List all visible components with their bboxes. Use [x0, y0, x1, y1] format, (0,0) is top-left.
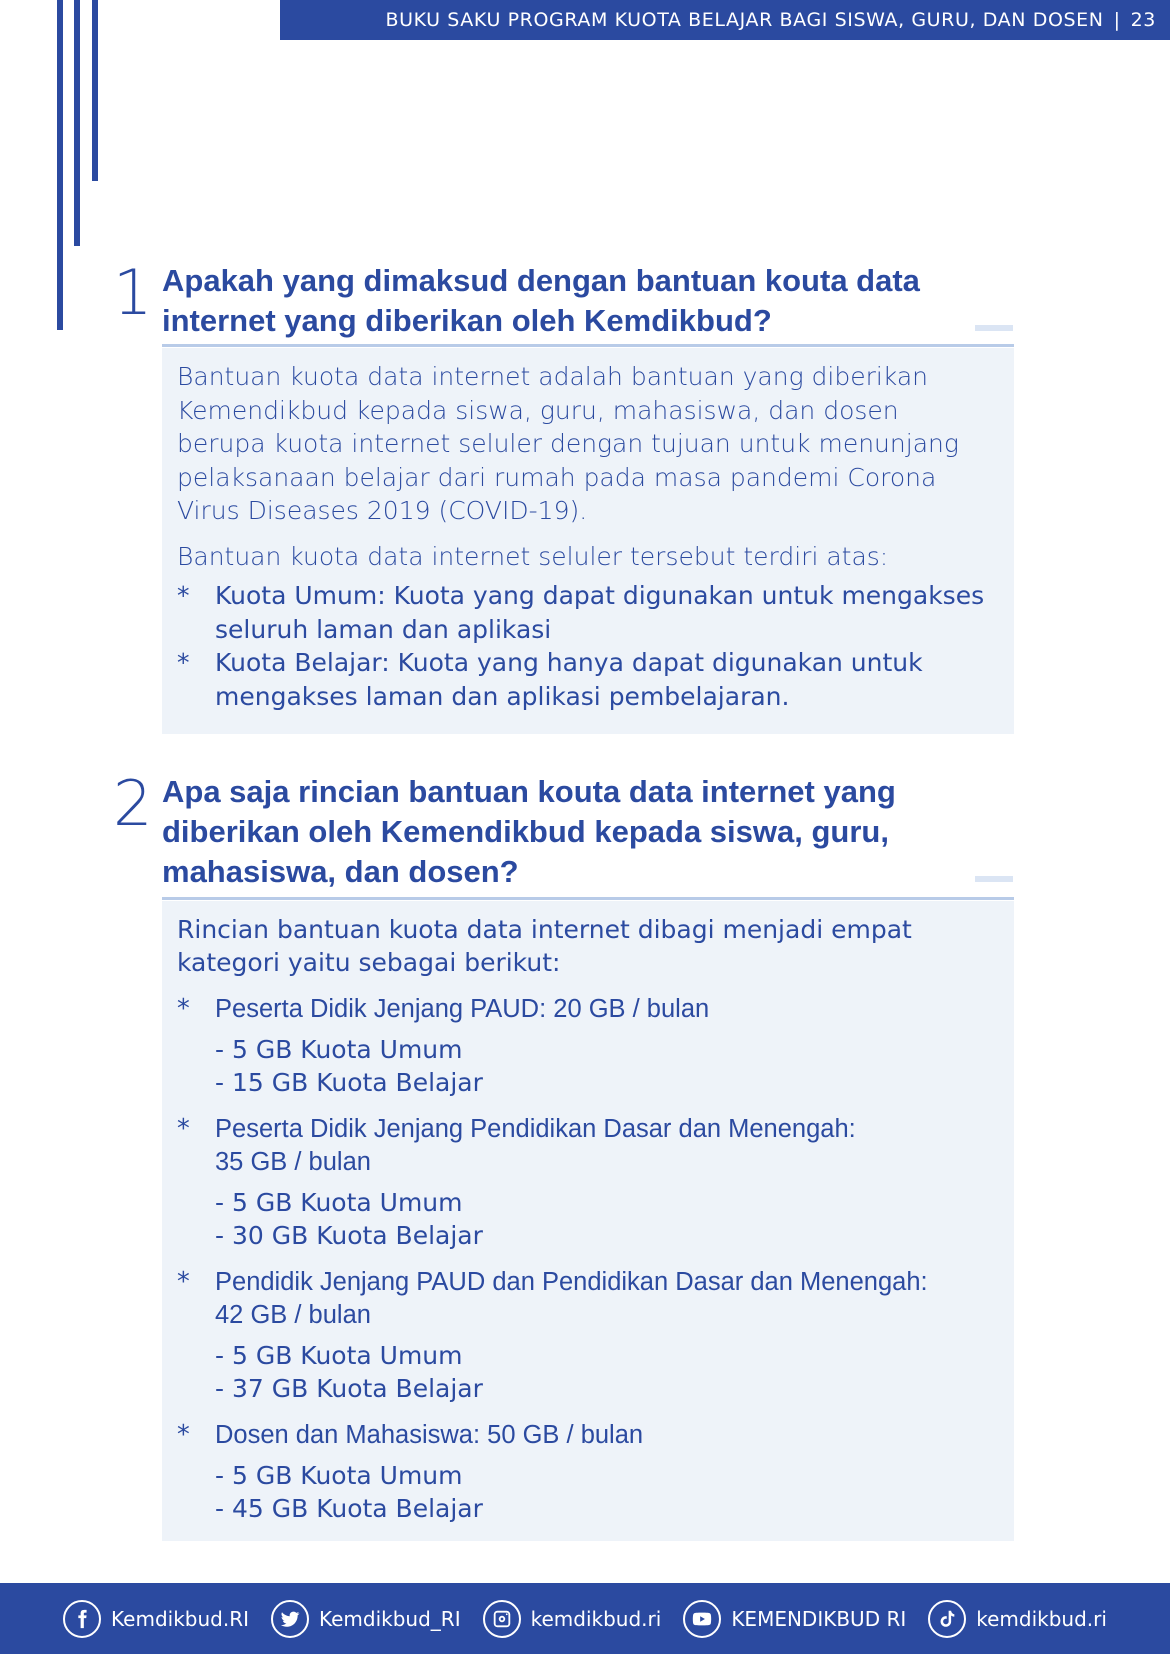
social-label: kemdikbud.ri — [530, 1606, 662, 1631]
question-title-1: Apakah yang dimaksud dengan bantuan kouta data internet yang diberikan oleh Kemdikbud? — [162, 263, 920, 338]
decorative-bar-2 — [74, 0, 80, 246]
category-sub-item: - 45 GB Kuota Belajar — [215, 1494, 483, 1523]
facebook-icon — [63, 1600, 101, 1638]
answer-intro: Rincian bantuan kuota data internet dibagi menjadi empat kategori yaitu sebagai berikut: — [177, 915, 912, 977]
category-title-line: * Pendidik Jenjang PAUD dan Pendidikan Dasar dan Menengah: — [215, 1268, 928, 1296]
social-youtube[interactable] — [683, 1600, 906, 1638]
youtube-icon — [683, 1600, 721, 1638]
category-item — [177, 1266, 992, 1405]
category-item — [177, 1113, 992, 1252]
category-title — [177, 1113, 992, 1179]
category-sub-item: - 5 GB Kuota Umum — [215, 1035, 463, 1064]
category-item — [177, 993, 992, 1099]
category-sub-item: - 5 GB Kuota Umum — [215, 1188, 463, 1217]
social-tiktok[interactable] — [928, 1600, 1107, 1638]
category-sub-item: - 30 GB Kuota Belajar — [215, 1221, 483, 1250]
answer-box-1 — [162, 348, 1014, 734]
category-title-line: 42 GB / bulan — [215, 1301, 371, 1329]
list-item: * Kuota Umum: Kuota yang dapat digunakan untuk mengakses seluruh laman dan aplikasi — [177, 579, 992, 646]
social-instagram[interactable] — [483, 1600, 662, 1638]
tiktok-icon — [928, 1600, 966, 1638]
category-sub-item: - 5 GB Kuota Umum — [215, 1461, 463, 1490]
decorative-bar-3 — [92, 0, 98, 181]
page-number: 23 — [1130, 9, 1156, 31]
list-item: * Kuota Belajar: Kuota yang hanya dapat digunakan untuk mengakses laman dan aplikasi pembelajaran. — [177, 646, 992, 713]
question-title-2: Apa saja rincian bantuan kouta data internet yang diberikan oleh Kemendikbud kepada siswa, guru, mahasiswa, dan dosen? — [162, 774, 896, 889]
answer-paragraph-2: Bantuan kuota data internet seluler tersebut terdiri atas: — [177, 541, 889, 571]
header-separator: | — [1113, 9, 1121, 31]
category-title-line: Dosen dan Mahasiswa: 50 GB / bulan — [215, 1421, 644, 1449]
category-sub-item: - 15 GB Kuota Belajar — [215, 1068, 483, 1097]
category-item — [177, 1419, 992, 1525]
instagram-icon — [483, 1600, 521, 1638]
category-title-line: * Peserta Didik Jenjang Pendidikan Dasar dan Menengah: — [215, 1115, 856, 1143]
social-label: KEMENDIKBUD RI — [731, 1606, 907, 1631]
category-sub-item: - 37 GB Kuota Belajar — [215, 1374, 483, 1403]
header-title: BUKU SAKU PROGRAM KUOTA BELAJAR BAGI SISWA, GURU, DAN DOSEN — [385, 9, 1104, 31]
category-title — [177, 1419, 992, 1452]
question-number-2: 2 — [113, 767, 153, 840]
answer-paragraph-1: Bantuan kuota data internet adalah bantuan yang diberikan Kemendikbud kepada siswa, guru, mahasiswa, dan dosen berupa kuota internet seluler dengan tujuan untuk menunjang pelaksanaan belajar dari rumah pada masa pandemi Corona Virus Diseases 2019 (COVID-19). — [177, 362, 959, 525]
category-title-line: 35 GB / bulan — [215, 1148, 371, 1176]
social-label: kemdikbud.ri — [976, 1606, 1107, 1631]
social-twitter[interactable] — [271, 1600, 461, 1638]
title-dash-2 — [975, 876, 1013, 882]
category-title-line: Peserta Didik Jenjang PAUD: 20 GB / bulan — [215, 995, 710, 1023]
twitter-icon — [271, 1600, 309, 1638]
social-facebook[interactable] — [63, 1600, 249, 1638]
category-sub-item: - 5 GB Kuota Umum — [215, 1341, 463, 1370]
answer-box-2 — [162, 901, 1014, 1541]
social-label: Kemdikbud_RI — [319, 1606, 461, 1631]
quota-type-list — [177, 579, 992, 713]
page-header — [280, 0, 1170, 40]
category-title — [177, 1266, 992, 1332]
social-label: Kemdikbud.RI — [111, 1606, 249, 1631]
decorative-bar-1 — [57, 0, 63, 330]
title-dash-1 — [975, 325, 1013, 331]
title-underline-2 — [162, 897, 1014, 900]
title-underline-1 — [162, 344, 1014, 347]
question-number-1: 1 — [113, 256, 153, 329]
category-title — [177, 993, 992, 1026]
social-footer — [0, 1583, 1170, 1654]
